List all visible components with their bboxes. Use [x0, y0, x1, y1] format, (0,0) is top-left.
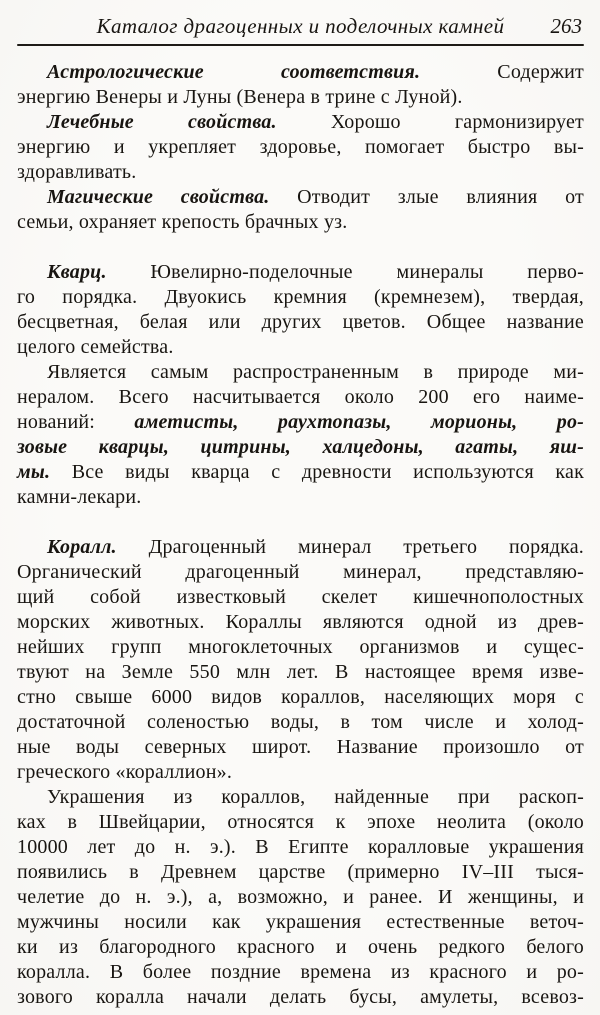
- body-text: появились в Древнем царстве (примерно IV–III тыся-: [17, 861, 584, 883]
- healing-paragraph: [17, 110, 584, 185]
- text-line: [17, 410, 584, 435]
- body-text: коралла. В более поздние времена из красного и ро-: [17, 961, 584, 983]
- body-text: энергию и укрепляет здоровье, помогает быстро вы-: [17, 136, 584, 158]
- body-text: 10000 лет до н. э.). В Египте коралловые украшения: [17, 836, 584, 858]
- text-line: [17, 785, 584, 810]
- page-number: 263: [550, 14, 582, 38]
- text-line: [17, 485, 584, 510]
- text-line: [17, 960, 584, 985]
- magic-paragraph: [17, 185, 584, 235]
- text-line: [17, 610, 584, 635]
- astrology-paragraph: [17, 60, 584, 110]
- header-rule: [17, 44, 584, 46]
- text-line: [17, 210, 584, 235]
- text-line: [17, 935, 584, 960]
- body-text: камни-лекари.: [17, 486, 142, 508]
- text-line: [17, 810, 584, 835]
- body-text: го порядка. Двуокись кремния (кремнезем), твердая,: [17, 286, 584, 308]
- emphasis-text: Коралл.: [47, 536, 117, 558]
- text-line: [17, 285, 584, 310]
- body-text: Ювелирно-поделочные минералы перво-: [106, 261, 584, 283]
- text-line: [17, 635, 584, 660]
- body-text: целого семейства.: [17, 336, 174, 358]
- body-text: здоравливать.: [17, 161, 137, 183]
- body-text: ки из благородного красного и очень редкого белого: [17, 936, 584, 958]
- coral-paragraph: [17, 535, 584, 785]
- body-text: мужчины носили как украшения естественные веточ-: [17, 911, 584, 933]
- emphasis-text: мы.: [17, 461, 51, 483]
- body-text: морских животных. Кораллы являются одной из древ-: [17, 611, 584, 633]
- text-line: [17, 85, 584, 110]
- quartz-paragraph: [17, 260, 584, 360]
- body-text: зового коралла начали делать бусы, амулеты, всевоз-: [17, 986, 584, 1008]
- running-head-title: Каталог драгоценных и поделочных камней: [96, 14, 505, 38]
- text-line: [17, 310, 584, 335]
- body-text: Хорошо гармонизирует: [276, 111, 584, 133]
- body-text: Содержит: [420, 61, 584, 83]
- text-line: [17, 735, 584, 760]
- body-text: Является самым распространенным в природе ми-: [47, 361, 584, 383]
- text-line: [17, 860, 584, 885]
- text-line: [17, 585, 584, 610]
- body-text: Драгоценный минерал третьего порядка.: [116, 536, 584, 558]
- text-line: [17, 760, 584, 785]
- text-block: [17, 60, 584, 1010]
- text-line: [17, 660, 584, 685]
- text-line: [17, 385, 584, 410]
- body-text: щий собой известковый скелет кишечнополостных: [17, 586, 584, 608]
- quartz-names-paragraph: [17, 360, 584, 510]
- body-text: Украшения из кораллов, найденные при раскоп-: [47, 786, 584, 808]
- text-line: [17, 560, 584, 585]
- text-line: [17, 535, 584, 560]
- text-line: [17, 160, 584, 185]
- text-line: [17, 135, 584, 160]
- text-line: [17, 435, 584, 460]
- body-text: ках в Швейцарии, относятся к эпохе неолита (около: [17, 811, 584, 833]
- body-text: достаточной соленостью воды, в том числе и холод-: [17, 711, 584, 733]
- text-line: [17, 985, 584, 1010]
- body-text: энергию Венеры и Луны (Венера в трине с Луной).: [17, 86, 463, 108]
- body-text: нований:: [17, 411, 135, 433]
- emphasis-text: зовые кварцы, цитрины, халцедоны, агаты, яш-: [17, 436, 584, 458]
- body-text: стно свыше 6000 видов кораллов, населяющих моря с: [17, 686, 584, 708]
- body-text: Отводит злые влияния от: [269, 186, 584, 208]
- text-line: [17, 685, 584, 710]
- text-line: [17, 835, 584, 860]
- body-text: нейших групп многоклеточных организмов и сущес-: [17, 636, 584, 658]
- text-line: [17, 185, 584, 210]
- text-line: [17, 460, 584, 485]
- emphasis-text: Магические свойства.: [47, 186, 270, 208]
- running-head: [17, 12, 584, 40]
- body-text: Органический драгоценный минерал, представляю-: [17, 561, 584, 583]
- text-line: [17, 360, 584, 385]
- emphasis-text: Астрологические соответствия.: [47, 61, 421, 83]
- text-line: [17, 885, 584, 910]
- text-line: [17, 710, 584, 735]
- emphasis-text: Лечебные свойства.: [47, 111, 277, 133]
- text-line: [17, 335, 584, 360]
- emphasis-text: аметисты, раухтопазы, морионы, ро-: [134, 411, 584, 433]
- coral-history-paragraph: [17, 785, 584, 1010]
- body-text: ные воды северных широт. Название произошло от: [17, 736, 584, 758]
- body-text: бесцветная, белая или других цветов. Общее название: [17, 311, 584, 333]
- text-line: [17, 110, 584, 135]
- text-line: [17, 910, 584, 935]
- emphasis-text: Кварц.: [47, 261, 107, 283]
- body-text: греческого «кораллион».: [17, 761, 233, 783]
- text-line: [17, 260, 584, 285]
- body-text: семьи, охраняет крепость брачных уз.: [17, 211, 348, 233]
- body-text: Все виды кварца с древности используются как: [50, 461, 584, 483]
- body-text: нералом. Всего насчитывается около 200 его наиме-: [17, 386, 584, 408]
- body-text: челетие до н. э.), а, возможно, и ранее. И женщины, и: [17, 886, 584, 908]
- body-text: твуют на Земле 550 млн лет. В настоящее время изве-: [17, 661, 584, 683]
- text-line: [17, 60, 584, 85]
